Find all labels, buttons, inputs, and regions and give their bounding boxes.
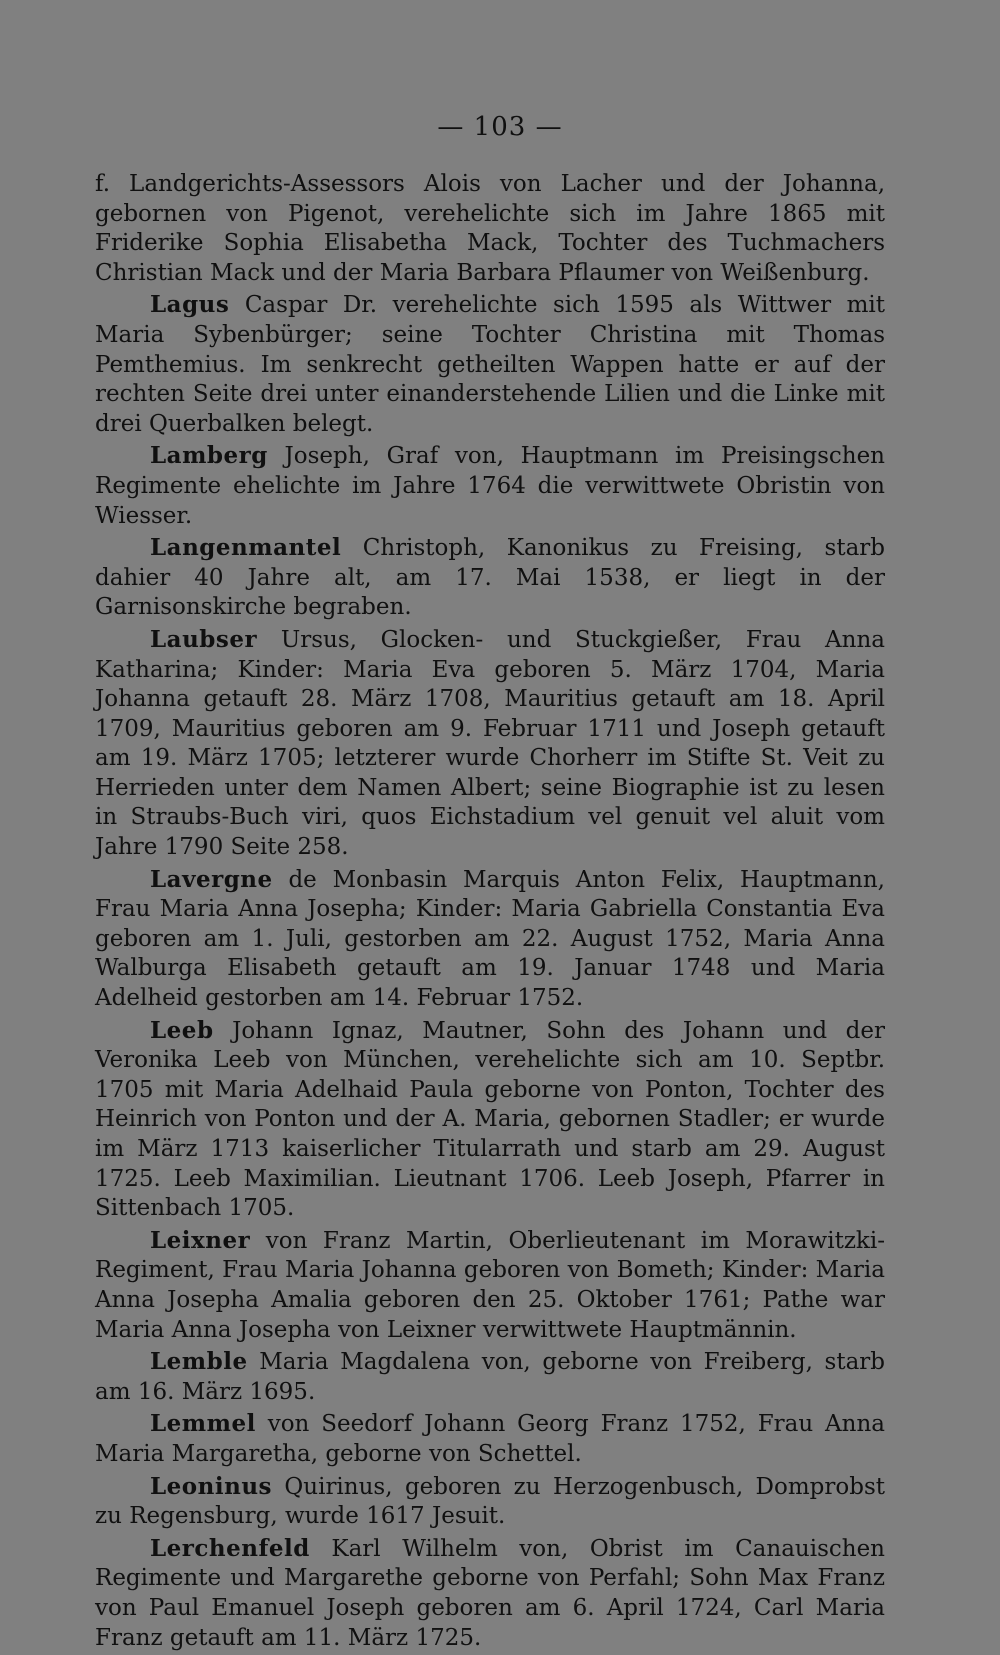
entry-text: Karl Wilhelm von, Obrist im Canauischen Regimente und Margarethe geborne von Perfahl; Sohn Max Franz von Paul Emanuel Joseph geboren am 6. April 1724, Carl Maria Franz getauft am 11. März 1725. bbox=[95, 1535, 885, 1651]
entry-lagus bbox=[95, 290, 885, 439]
entry-text: von Franz Martin, Oberlieutenant im Morawitzki-Regiment, Frau Maria Johanna geboren von Bometh; Kinder: Maria Anna Josepha Amalia geboren den 25. Oktober 1761; Pathe war Maria Anna Josepha von Leixner verwittwete Hauptmännin. bbox=[95, 1227, 885, 1343]
entry-text: f. Landgerichts-Assessors Alois von Lacher und der Johanna, gebornen von Pigenot, verehelichte sich im Jahre 1865 mit Friderike Sophia Elisabetha Mack, Tochter des Tuchmachers Christian Mack und der Maria Barbara Pflaumer von Weißenburg. bbox=[95, 171, 885, 286]
entry-text: Joseph, Graf von, Hauptmann im Preisingschen Regimente ehelichte im Jahre 1764 die verwittwete Obristin von Wiesser. bbox=[95, 443, 885, 529]
entry-laubser bbox=[95, 625, 885, 863]
entry-text: Johann Ignaz, Mautner, Sohn des Johann und der Veronika Leeb von München, verehelichte sich am 10. Septbr. 1705 mit Maria Adelhaid Paula geborne von Ponton, Tochter des Heinrich von Ponton und der A. Maria, gebornen Stadler; er wurde im März 1713 kaiserlicher Titularrath und starb am 29. August 1725. Leeb Maximilian. Lieutnant 1706. Leeb Joseph, Pfarrer in Sittenbach 1705. bbox=[95, 1017, 885, 1222]
entry-heading: Leixner bbox=[150, 1226, 251, 1254]
page-body bbox=[95, 170, 885, 1655]
entry-leixner bbox=[95, 1226, 885, 1345]
entry-continuation bbox=[95, 170, 885, 288]
entry-text: Maria Magdalena von, geborne von Freiberg, starb am 16. März 1695. bbox=[95, 1349, 885, 1405]
entry-heading: Leoninus bbox=[150, 1472, 272, 1500]
entry-heading: Langenmantel bbox=[150, 534, 342, 562]
entry-text: Christoph, Kanonikus zu Freising, starb dahier 40 Jahre alt, am 17. Mai 1538, er liegt in der Garnisonskirche begraben. bbox=[95, 535, 885, 621]
entry-heading: Leeb bbox=[150, 1016, 214, 1044]
entry-heading: Lavergne bbox=[150, 865, 273, 893]
entry-heading: Lamberg bbox=[150, 442, 268, 470]
entry-heading: Laubser bbox=[150, 625, 258, 653]
entry-text: Quirinus, geboren zu Herzogenbusch, Domprobst zu Regensburg, wurde 1617 Jesuit. bbox=[95, 1473, 885, 1530]
entry-text: von Seedorf Johann Georg Franz 1752, Frau Anna Maria Margaretha, geborne von Schettel. bbox=[95, 1411, 885, 1467]
entry-lemble bbox=[95, 1347, 885, 1407]
entry-text: Ursus, Glocken- und Stuckgießer, Frau Anna Katharina; Kinder: Maria Eva geboren 5. März 1704, Maria Johanna getauft 28. März 1708, Mauritius getauft am 18. April 1709, Mauritius geboren am 9. Februar 1711 und Joseph getauft am 19. März 1705; letzterer wurde Chorherr im Stifte St. Veit zu Herrieden unter dem Namen Albert; seine Biographie ist zu lesen in Straubs-Buch viri, quos Eichstadium vel genuit vel aluit vom Jahre 1790 Seite 258. bbox=[95, 626, 885, 861]
page-number: — 103 — bbox=[437, 112, 563, 142]
entry-lamberg bbox=[95, 441, 885, 531]
entry-text: de Monbasin Marquis Anton Felix, Hauptmann, Frau Maria Anna Josepha; Kinder: Maria Gabriella Constantia Eva geboren am 1. Juli, gestorben am 22. August 1752, Maria Anna Walburga Elisabeth getauft am 19. Januar 1748 und Maria Adelheid gestorben am 14. Februar 1752. bbox=[95, 866, 885, 1012]
entry-leeb bbox=[95, 1016, 885, 1224]
entry-lerchenfeld bbox=[95, 1534, 885, 1653]
entry-heading: Lemmel bbox=[150, 1410, 256, 1438]
entry-heading: Lerchenfeld bbox=[150, 1534, 310, 1562]
entry-langenmantel bbox=[95, 533, 885, 623]
entry-heading: Lemble bbox=[150, 1348, 248, 1376]
entry-text: Caspar Dr. verehelichte sich 1595 als Wittwer mit Maria Sybenbürger; seine Tochter Christina mit Thomas Pemthemius. Im senkrecht getheilten Wappen hatte er auf der rechten Seite drei unter einanderstehende Lilien und die Linke mit drei Querbalken belegt. bbox=[95, 292, 885, 437]
entry-lemmel bbox=[95, 1409, 885, 1469]
entry-leoninus bbox=[95, 1472, 885, 1532]
entry-lavergne bbox=[95, 865, 885, 1014]
entry-heading: Lagus bbox=[150, 291, 230, 319]
